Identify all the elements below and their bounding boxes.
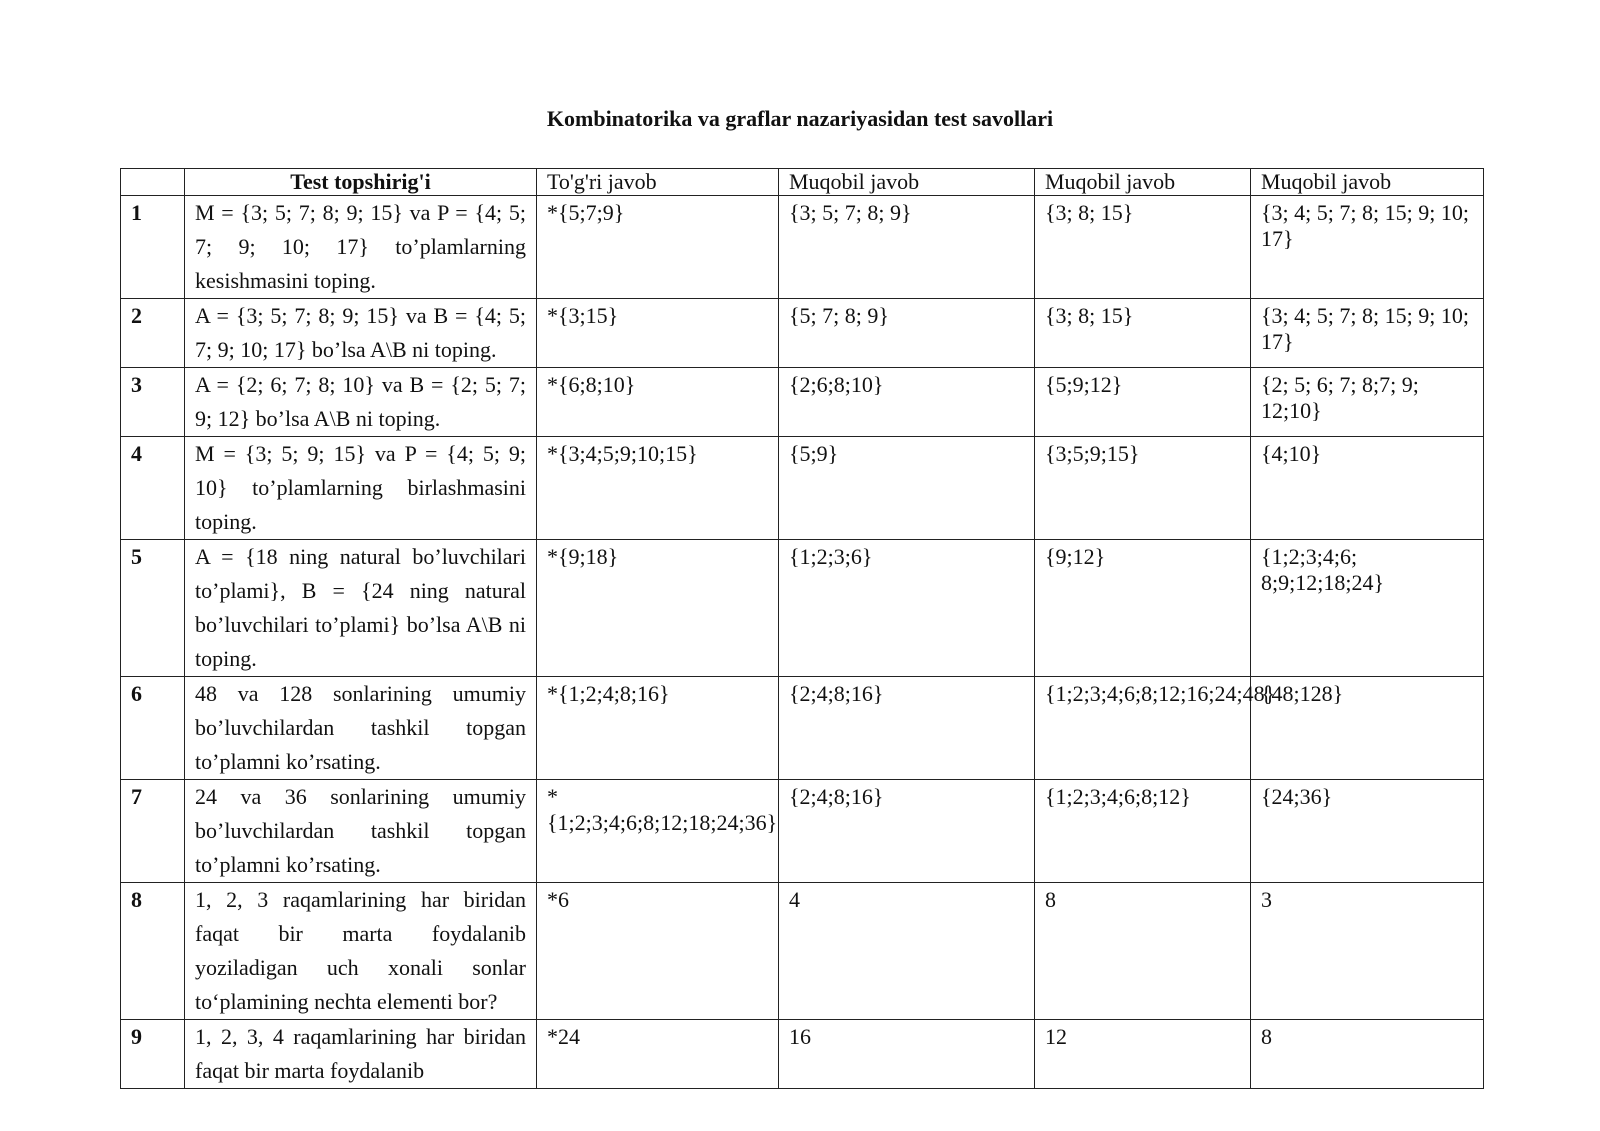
- table-row: [121, 437, 1484, 540]
- alternative-answer-2: {5;9;12}: [1035, 368, 1251, 437]
- alternative-answer-1: {2;4;8;16}: [779, 780, 1035, 883]
- question-text: A = {2; 6; 7; 8; 10} va B = {2; 5; 7; 9; 12} bo’lsa A\B ni toping.: [185, 368, 537, 437]
- alternative-answer-2: 8: [1035, 883, 1251, 1020]
- header-number: [121, 169, 185, 196]
- correct-answer: *6: [537, 883, 779, 1020]
- question-text: 1, 2, 3 raqamlarining har biridan faqat bir marta foydalanib yoziladigan uch xonali sonlar to‘plamining nechta elementi bor?: [185, 883, 537, 1020]
- table-row: [121, 540, 1484, 677]
- table-row: [121, 1020, 1484, 1089]
- correct-answer: *{5;7;9}: [537, 196, 779, 299]
- alternative-answer-3: {4;10}: [1251, 437, 1484, 540]
- correct-answer: *{6;8;10}: [537, 368, 779, 437]
- correct-answer: *{1;2;4;8;16}: [537, 677, 779, 780]
- header-row: [121, 169, 1484, 196]
- row-number: 5: [121, 540, 185, 677]
- question-text: 24 va 36 sonlarining umumiy bo’luvchilardan tashkil topgan to’plamni ko’rsating.: [185, 780, 537, 883]
- alternative-answer-3: 8: [1251, 1020, 1484, 1089]
- alternative-answer-1: {1;2;3;6}: [779, 540, 1035, 677]
- alternative-answer-1: 4: [779, 883, 1035, 1020]
- table-row: [121, 883, 1484, 1020]
- correct-answer: *{3;15}: [537, 299, 779, 368]
- correct-answer: *{1;2;3;4;6;8;12;18;24;36}: [537, 780, 779, 883]
- alternative-answer-3: {3; 4; 5; 7; 8; 15; 9; 10; 17}: [1251, 196, 1484, 299]
- header-alternative-1: Muqobil javob: [779, 169, 1035, 196]
- row-number: 6: [121, 677, 185, 780]
- alternative-answer-2: {3; 8; 15}: [1035, 196, 1251, 299]
- header-correct-answer: To'g'ri javob: [537, 169, 779, 196]
- alternative-answer-1: {2;4;8;16}: [779, 677, 1035, 780]
- row-number: 1: [121, 196, 185, 299]
- alternative-answer-3: {2; 5; 6; 7; 8;7; 9; 12;10}: [1251, 368, 1484, 437]
- alternative-answer-2: 12: [1035, 1020, 1251, 1089]
- alternative-answer-3: 3: [1251, 883, 1484, 1020]
- correct-answer: *24: [537, 1020, 779, 1089]
- header-task: Test topshirig'i: [185, 169, 537, 196]
- alternative-answer-3: {24;36}: [1251, 780, 1484, 883]
- correct-answer: *{9;18}: [537, 540, 779, 677]
- question-text: A = {18 ning natural bo’luvchilari to’plami}, B = {24 ning natural bo’luvchilari to’plami} bo’lsa A\B ni toping.: [185, 540, 537, 677]
- table-row: [121, 196, 1484, 299]
- row-number: 7: [121, 780, 185, 883]
- alternative-answer-1: {2;6;8;10}: [779, 368, 1035, 437]
- alternative-answer-3: {48;128}: [1251, 677, 1484, 780]
- alternative-answer-2: {9;12}: [1035, 540, 1251, 677]
- correct-answer: *{3;4;5;9;10;15}: [537, 437, 779, 540]
- question-text: A = {3; 5; 7; 8; 9; 15} va B = {4; 5; 7; 9; 10; 17} bo’lsa A\B ni toping.: [185, 299, 537, 368]
- row-number: 9: [121, 1020, 185, 1089]
- question-text: M = {3; 5; 9; 15} va P = {4; 5; 9; 10} to’plamlarning birlashmasini toping.: [185, 437, 537, 540]
- alternative-answer-1: {5; 7; 8; 9}: [779, 299, 1035, 368]
- table-row: [121, 780, 1484, 883]
- alternative-answer-2: {1;2;3;4;6;8;12;16;24;48}: [1035, 677, 1251, 780]
- header-alternative-3: Muqobil javob: [1251, 169, 1484, 196]
- row-number: 8: [121, 883, 185, 1020]
- alternative-answer-2: {1;2;3;4;6;8;12}: [1035, 780, 1251, 883]
- header-alternative-2: Muqobil javob: [1035, 169, 1251, 196]
- table-row: [121, 299, 1484, 368]
- alternative-answer-3: {3; 4; 5; 7; 8; 15; 9; 10; 17}: [1251, 299, 1484, 368]
- alternative-answer-1: 16: [779, 1020, 1035, 1089]
- table-row: [121, 677, 1484, 780]
- question-text: 1, 2, 3, 4 raqamlarining har biridan faqat bir marta foydalanib: [185, 1020, 537, 1089]
- document-title: Kombinatorika va graflar nazariyasidan test savollari: [546, 106, 1054, 131]
- question-text: M = {3; 5; 7; 8; 9; 15} va P = {4; 5; 7; 9; 10; 17} to’plamlarning kesishmasini toping.: [185, 196, 537, 299]
- question-text: 48 va 128 sonlarining umumiy bo’luvchilardan tashkil topgan to’plamni ko’rsating.: [185, 677, 537, 780]
- row-number: 4: [121, 437, 185, 540]
- alternative-answer-3: {1;2;3;4;6; 8;9;12;18;24}: [1251, 540, 1484, 677]
- alternative-answer-2: {3;5;9;15}: [1035, 437, 1251, 540]
- row-number: 2: [121, 299, 185, 368]
- row-number: 3: [121, 368, 185, 437]
- test-table: [120, 168, 1484, 1089]
- table-row: [121, 368, 1484, 437]
- alternative-answer-1: {5;9}: [779, 437, 1035, 540]
- alternative-answer-1: {3; 5; 7; 8; 9}: [779, 196, 1035, 299]
- alternative-answer-2: {3; 8; 15}: [1035, 299, 1251, 368]
